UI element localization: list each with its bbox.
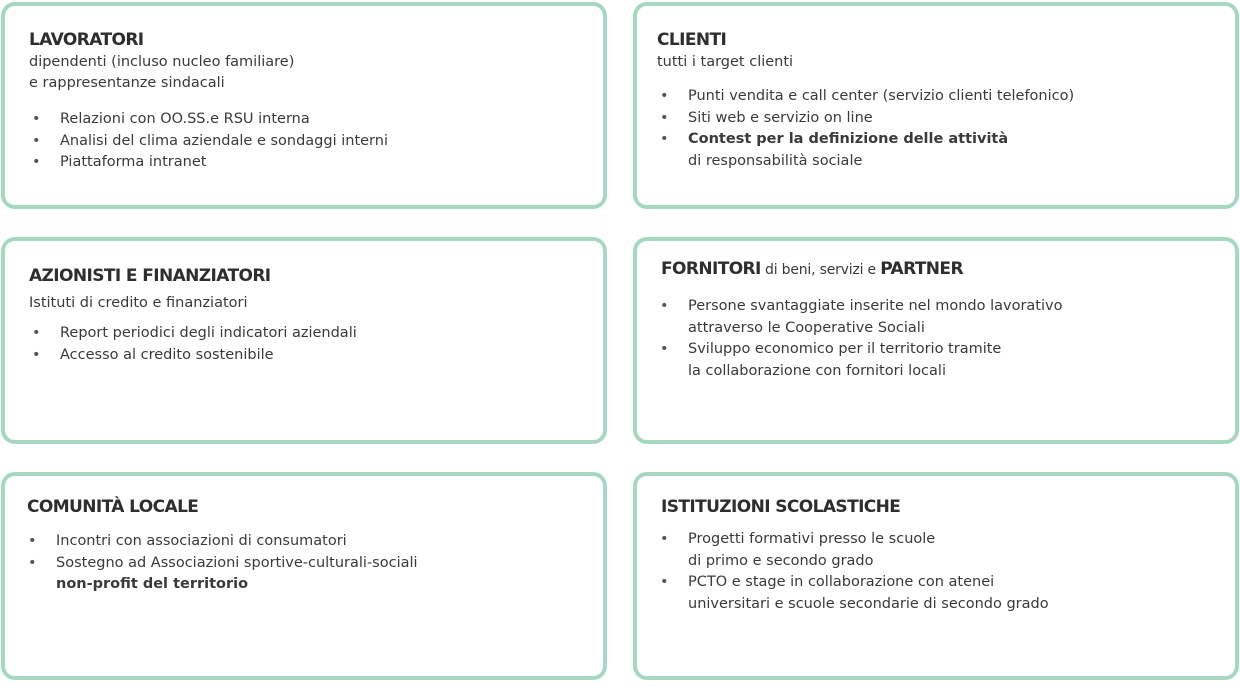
bullet-list [659, 86, 1074, 172]
bullet-icon: • [32, 154, 41, 170]
bullet-list [659, 296, 1062, 382]
list-item: • Contest per la definizione delle attività di responsabilità sociale [660, 131, 1009, 169]
bullet-icon: • [28, 533, 37, 549]
card-title: LAVORATORI [29, 30, 144, 50]
card-lavoratori [1, 2, 607, 209]
list-item: • PCTO e stage in collaborazione con atenei universitari e scuole secondarie di secondo grado [660, 574, 1049, 612]
card-comunita [1, 472, 607, 680]
list-item: • Sostegno ad Associazioni sportive-culturali-sociali non-profit del territorio [28, 554, 418, 592]
list-item: • Piattaforma intranet [31, 152, 388, 174]
card-title: AZIONISTI E FINANZIATORI [29, 266, 271, 286]
card-title: ISTITUZIONI SCOLASTICHE [661, 497, 901, 517]
card-subtitle: tutti i target clienti [657, 54, 794, 70]
card-subtitle: e rappresentanze sindacali [29, 75, 225, 91]
bullet-icon: • [660, 109, 669, 126]
bullet-icon: • [660, 131, 669, 147]
list-item: • Siti web e servizio on line [659, 108, 1074, 130]
list-item: • Accesso al credito sostenibile [31, 345, 357, 367]
card-title: FORNITORI di beni, servizi e PARTNER [661, 259, 963, 279]
bullet-icon: • [660, 88, 669, 104]
list-item: • Incontri con associazioni di consumatori [27, 531, 418, 553]
bullet-list [31, 109, 388, 174]
bullet-icon: • [32, 346, 41, 363]
list-item: • Persone svantaggiate inserite nel mondo lavorativo attraverso le Cooperative Sociali [660, 298, 1063, 336]
card-subtitle: Istituti di credito e finanziatori [29, 295, 248, 311]
bullet-list [31, 323, 357, 366]
bullet-list [27, 531, 418, 596]
bullet-icon: • [660, 298, 669, 314]
card-subtitle: dipendenti (incluso nucleo familiare) [29, 54, 295, 70]
bullet-icon: • [28, 554, 37, 571]
bullet-icon: • [660, 341, 669, 357]
list-item: • Relazioni con OO.SS.e RSU interna [31, 109, 388, 131]
card-title: CLIENTI [657, 30, 727, 50]
bullet-list [659, 529, 1049, 615]
bullet-icon: • [32, 111, 41, 127]
bullet-icon: • [32, 132, 41, 149]
bullet-icon: • [32, 325, 41, 341]
card-azionisti [1, 237, 607, 444]
list-item: • Analisi del clima aziendale e sondaggi interni [31, 131, 388, 153]
bullet-icon: • [660, 574, 669, 590]
card-title: COMUNITÀ LOCALE [27, 497, 199, 517]
bullet-icon: • [660, 531, 669, 547]
list-item: • Report periodici degli indicatori aziendali [31, 323, 357, 345]
card-istituzioni [633, 472, 1239, 680]
list-item: • Progetti formativi presso le scuole di primo e secondo grado [660, 531, 936, 569]
card-fornitori [633, 237, 1239, 444]
list-item: • Punti vendita e call center (servizio clienti telefonico) [659, 86, 1074, 108]
list-item: • Sviluppo economico per il territorio tramite la collaborazione con fornitori locali [660, 341, 1002, 379]
card-clienti [633, 2, 1239, 209]
